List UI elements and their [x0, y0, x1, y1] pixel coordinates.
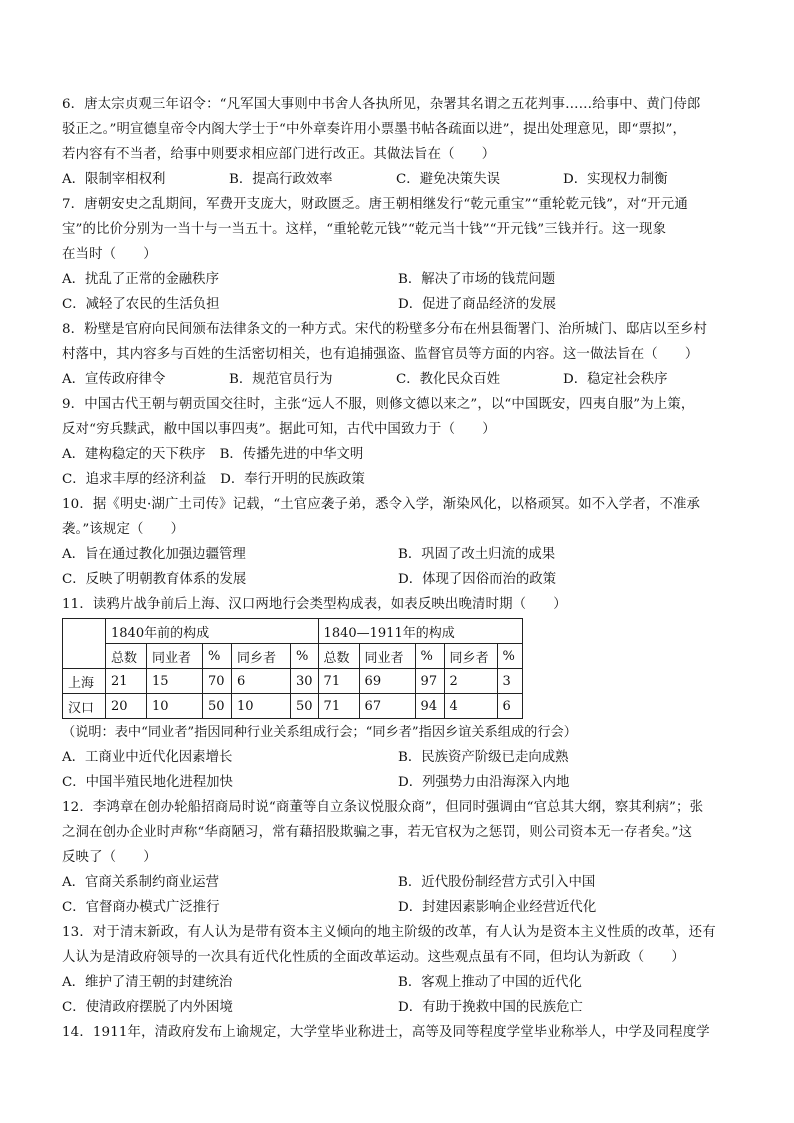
table-header-cell: 总数 — [318, 644, 359, 669]
table-row-header: 汉口 — [63, 694, 106, 719]
table-cell: 15 — [147, 669, 203, 694]
question-11-options-row-1 — [62, 745, 742, 770]
question-11-line-1: 11．读鸦片战争前后上海、汉口两地行会类型构成表，如表反映出晚清时期（ ） — [62, 597, 567, 612]
table-cell: 70 — [203, 669, 232, 694]
table-cell: 4 — [444, 694, 497, 719]
question-6-options — [62, 167, 742, 192]
option-d: D．列强势力由沿海深入内地 — [398, 775, 570, 790]
option-b: B．近代股份制经营方式引入中国 — [398, 875, 596, 890]
option-d: D．体现了因俗而治的政策 — [398, 572, 557, 587]
question-9-options-row-2 — [62, 467, 742, 492]
question-13-options-row-1 — [62, 970, 742, 995]
table-header-cell: 总数 — [106, 644, 147, 669]
option-c: C．官督商办模式广泛推行 — [62, 900, 220, 915]
table-cell: 3 — [497, 669, 522, 694]
option-c: C．中国半殖民地化进程加快 — [62, 775, 233, 790]
option-d: D．有助于挽救中国的民族危亡 — [398, 1000, 583, 1015]
question-12-options-row-2 — [62, 895, 742, 920]
option-a: A．建构稳定的天下秩序 — [62, 447, 206, 462]
question-7 — [62, 192, 742, 317]
question-10-options-row-2 — [62, 567, 742, 592]
option-c: C．教化民众百姓 — [396, 372, 500, 387]
question-7-line-1: 7．唐朝安史之乱期间，军费开支庞大，财政匮乏。唐王朝相继发行“乾元重宝”“重轮乾元钱”，对“开元通 — [62, 197, 688, 212]
option-c: C．避免决策失误 — [396, 172, 500, 187]
option-a: A．工商业中近代化因素增长 — [62, 750, 233, 765]
option-b: B．民族资产阶级已走向成熟 — [398, 750, 569, 765]
table-cell: 50 — [291, 694, 319, 719]
option-b: B．解决了市场的钱荒问题 — [398, 272, 556, 287]
question-14-line-1: 14．1911年，清政府发布上谕规定，大学堂毕业称进士，高等及同等程度学堂毕业称举人，中学及同程度学 — [62, 1025, 710, 1040]
table-corner-cell — [63, 619, 106, 669]
table-row-header: 上海 — [63, 669, 106, 694]
question-12 — [62, 795, 742, 920]
option-d: D．稳定社会秩序 — [563, 372, 668, 387]
option-a: A．官商关系制约商业运营 — [62, 875, 219, 890]
question-6-line-1: 6．唐太宗贞观三年诏令：“凡军国大事则中书舍人各执所见，杂署其名谓之五花判事……给事中、黄门侍郎 — [62, 97, 701, 112]
table-cell: 50 — [203, 694, 232, 719]
question-10 — [62, 492, 742, 592]
table-row — [63, 694, 523, 719]
table-header-cell: % — [291, 644, 319, 669]
table-group-header: 1840—1911年的构成 — [318, 619, 522, 644]
question-14 — [62, 1020, 742, 1045]
question-11-options-row-2 — [62, 770, 742, 795]
exam-page — [62, 92, 742, 1045]
option-b: B．规范官员行为 — [229, 372, 333, 387]
table-header-cell: 同业者 — [147, 644, 203, 669]
question-10-line-2: 袭。”该规定（ ） — [62, 522, 185, 537]
question-12-line-1: 12．李鸿章在创办轮船招商局时说“商董等自立条议悦服众商”，但同时强调由“官总其大纲，察其利病”；张 — [62, 800, 704, 815]
question-6-line-3: 若内容有不当者，给事中则要求相应部门进行改正。其做法旨在（ ） — [62, 147, 496, 162]
option-a: A．维护了清王朝的封建统治 — [62, 975, 233, 990]
question-8 — [62, 317, 742, 392]
table-cell: 6 — [497, 694, 522, 719]
question-10-line-1: 10．据《明史·湖广土司传》记载，“土官应袭子弟，悉令入学，渐染风化，以格顽冥。如不入学者，不准承 — [62, 497, 701, 512]
table-header-cell: % — [497, 644, 522, 669]
table-cell: 21 — [106, 669, 147, 694]
question-9 — [62, 392, 742, 492]
table-cell: 69 — [359, 669, 415, 694]
option-c: C．减轻了农民的生活负担 — [62, 297, 220, 312]
question-11 — [62, 592, 742, 795]
question-7-line-2: 宝”的比价分别为一当十与一当五十。这样，“重轮乾元钱”“乾元当十钱”“开元钱”三钱并行。这一现象 — [62, 222, 667, 237]
question-8-options — [62, 367, 742, 392]
question-7-options-row-1 — [62, 267, 742, 292]
question-9-line-2: 反对“穷兵黩武，敝中国以事四夷”。据此可知，古代中国致力于（ ） — [62, 422, 496, 437]
option-b: B．传播先进的中华文明 — [219, 447, 364, 462]
question-7-line-3: 在当时（ ） — [62, 247, 157, 262]
option-b: B．客观上推动了中国的近代化 — [398, 975, 582, 990]
option-d: D．促进了商品经济的发展 — [398, 297, 557, 312]
option-a: A．扰乱了正常的金融秩序 — [62, 272, 219, 287]
table-cell: 97 — [415, 669, 444, 694]
table-cell: 30 — [291, 669, 319, 694]
option-b: B．巩固了改土归流的成果 — [398, 547, 556, 562]
table-header-cell: 同业者 — [359, 644, 415, 669]
table-cell: 2 — [444, 669, 497, 694]
table-cell: 71 — [318, 694, 359, 719]
table-header-cell: % — [203, 644, 232, 669]
table-header-cell: 同乡者 — [444, 644, 497, 669]
option-c: C．使清政府摆脱了内外困境 — [62, 1000, 233, 1015]
option-d: D．实现权力制衡 — [563, 172, 668, 187]
question-13-line-2: 人认为是清政府领导的一次具有近代化性质的全面改革运动。这些观点虽有不同，但均认为新政（ ） — [62, 950, 685, 965]
question-9-options-row-1 — [62, 442, 742, 467]
table-cell: 71 — [318, 669, 359, 694]
question-12-line-3: 反映了（ ） — [62, 850, 157, 865]
question-9-line-1: 9．中国古代王朝与朝贡国交往时，主张“远人不服，则修文德以来之”，以“中国既安，四夷自服”为上策， — [62, 397, 695, 412]
table-header-cell: % — [415, 644, 444, 669]
question-8-line-1: 8．粉壁是官府向民间颁布法律条文的一种方式。宋代的粉壁多分布在州县衙署门、治所城门、邸店以至乡村 — [62, 322, 708, 337]
option-a: A．旨在通过教化加强边疆管理 — [62, 547, 246, 562]
option-c: C．反映了明朝教育体系的发展 — [62, 572, 247, 587]
guild-composition-table — [62, 618, 523, 719]
table-cell: 20 — [106, 694, 147, 719]
table-header-cell: 同乡者 — [232, 644, 291, 669]
question-10-options-row-1 — [62, 542, 742, 567]
question-6 — [62, 92, 742, 192]
question-6-line-2: 驳正之。”明宣德皇帝令内阁大学士于“中外章奏许用小票墨书帖各疏面以进”，提出处理意见，即“票拟”， — [62, 122, 687, 137]
question-12-options-row-1 — [62, 870, 742, 895]
option-d: D．奉行开明的民族政策 — [220, 472, 365, 487]
question-7-options-row-2 — [62, 292, 742, 317]
table-cell: 67 — [359, 694, 415, 719]
table-group-header: 1840年前的构成 — [106, 619, 319, 644]
table-cell: 10 — [147, 694, 203, 719]
option-a: A．宣传政府律令 — [62, 372, 166, 387]
table-note: （说明：表中“同业者”指因同种行业关系组成行会；“同乡者”指因乡谊关系组成的行会） — [62, 725, 577, 740]
question-13-options-row-2 — [62, 995, 742, 1020]
table-cell: 6 — [232, 669, 291, 694]
question-13-line-1: 13．对于清末新政，有人认为是带有资本主义倾向的地主阶级的改革，有人认为是资本主义性质的改革，还有 — [62, 925, 716, 940]
table-group-header-row — [63, 619, 523, 644]
question-12-line-2: 之洞在创办企业时声称“华商陋习，常有藉招股欺骗之事，若无官权为之惩罚，则公司资本无一存者矣。”这 — [62, 825, 693, 840]
table-row — [63, 669, 523, 694]
option-a: A．限制宰相权利 — [62, 172, 166, 187]
option-d: D．封建因素影响企业经营近代化 — [398, 900, 597, 915]
option-c: C．追求丰厚的经济利益 — [62, 472, 207, 487]
option-b: B．提高行政效率 — [229, 172, 333, 187]
table-header-row — [63, 644, 523, 669]
question-8-line-2: 村落中，其内容多与百姓的生活密切相关，也有追捕强盗、监督官员等方面的内容。这一做法旨在（ ） — [62, 347, 699, 362]
table-cell: 10 — [232, 694, 291, 719]
table-cell: 94 — [415, 694, 444, 719]
question-13 — [62, 920, 742, 1020]
